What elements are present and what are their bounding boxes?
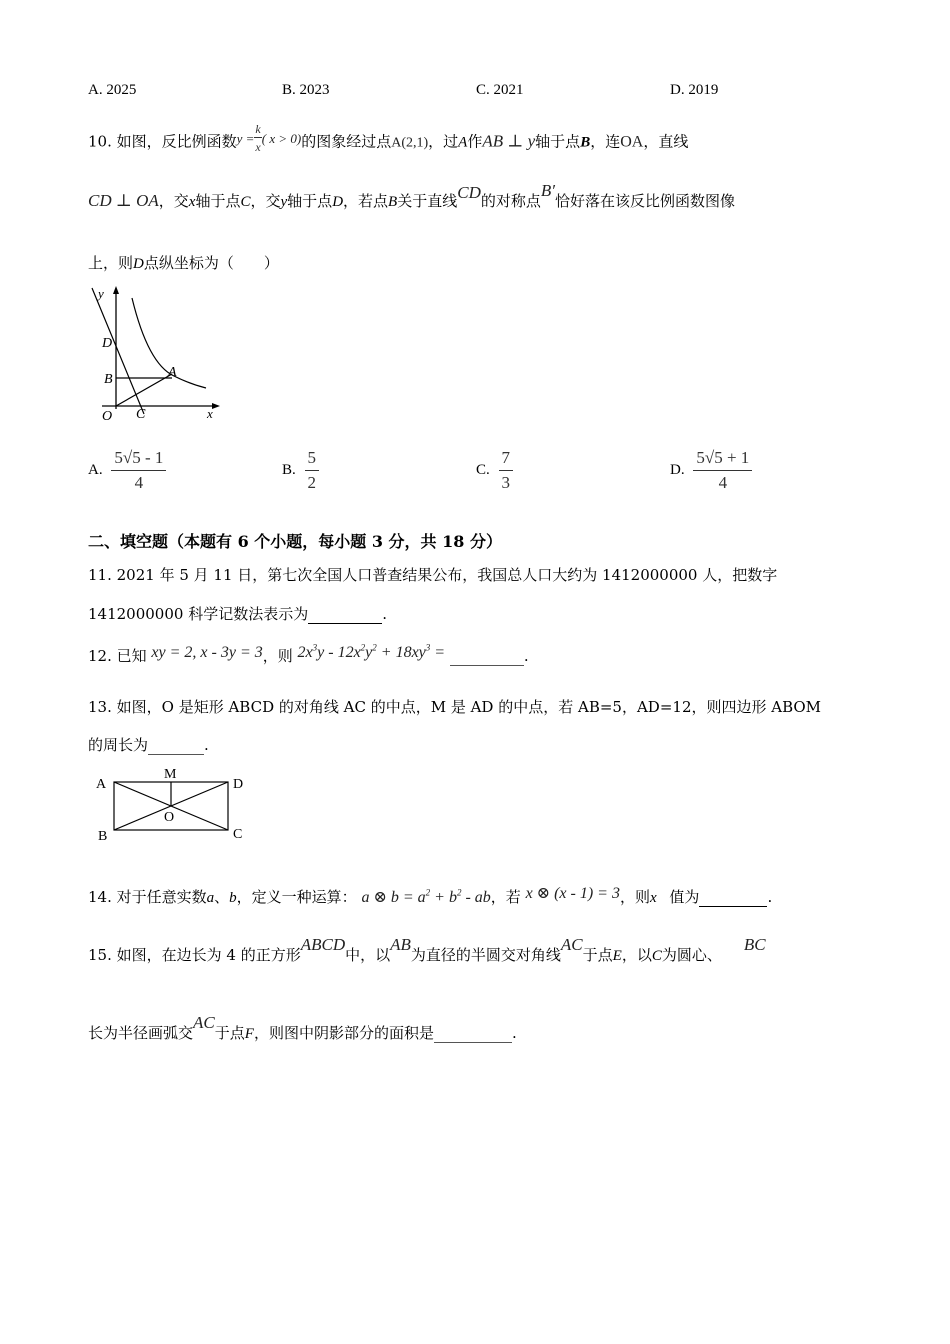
q14-line: 14. 对于任意实数a、b，定义一种运算： a ⊗ $b = a^2 + b^2$ - ab，若 x ⊗ (x - 1) = 3，则x 值为 . [88, 885, 773, 906]
label-y: y [98, 286, 104, 301]
q14-equation: x ⊗ (x - 1) = 3 [525, 885, 620, 902]
label-x: x [207, 406, 213, 421]
q14-operation-definition: a ⊗ $b = a^2 + b^2$ - ab [361, 887, 491, 906]
q12-given-expression: xy = 2, x - 3y = 3 [151, 644, 263, 661]
q10-figure [88, 284, 228, 426]
q15-line1: 15. 如图，在边长为 4 的正方形ABCD中，以AB为直径的半圆交对角线AC于点E，以C为圆心、BC [88, 935, 766, 964]
label-d: D [102, 336, 113, 351]
label-o: O [102, 409, 113, 424]
option-a: A. 2025 [88, 82, 137, 98]
line-oa [116, 374, 172, 406]
section-title: 二、填空题（本题有 6 个小题，每小题 3 分，共 18 分） [88, 532, 502, 551]
label-b: B [104, 372, 113, 387]
q10-line1: 10. 如图，反比例函数y = $\frac{k}{x}$ ( x > 0)的图象经过点A(2,1)，过A作AB ⊥ y轴于点B，连OA，直线 [88, 122, 689, 154]
label-a: A [96, 777, 107, 792]
q11-line2: 1412000000 科学记数法表示为 . [88, 605, 387, 623]
q12-line: 12. 已知 xy = 2, x - 3y = 3，则 $2x^3y - 12x^2y^2 + 18xy^3$ = . [88, 642, 529, 665]
q12-target-expression: $2x^3y - 12x^2y^2 + 18xy^3$ = [297, 642, 446, 661]
option-c: C. 2021 [476, 82, 524, 98]
label-b: B [98, 829, 108, 844]
label-m: M [164, 767, 177, 782]
q13-line2: 的周长为 . [88, 736, 209, 754]
option-b: B. 2023 [282, 82, 330, 98]
q10-option-d: D. $\frac{5√5 + 1}{4}$ [670, 448, 752, 493]
q13-line1: 13. 如图，O 是矩形 ABCD 的对角线 AC 的中点，M 是 AD 的中点，若 AB=5，AD=12，则四边形 ABOM [88, 698, 822, 716]
q10-option-c: C. $\frac{7}{3}$ [476, 448, 513, 493]
q13-figure [92, 764, 252, 846]
q10-line3: 上，则D点纵坐标为（ ） [88, 254, 279, 272]
label-d: D [233, 777, 244, 792]
q10-line2: CD ⊥ OA，交x轴于点C，交y轴于点D，若点B关于直线CD的对称点B′恰好落在该反比例函数图像 [88, 181, 735, 210]
label-o: O [164, 810, 175, 825]
q15-line2: 长为半径画弧交AC于点F，则图中阴影部分的面积是 . [88, 1013, 517, 1042]
q10-option-b: B. $\frac{5}{2}$ [282, 448, 319, 493]
q11-line1: 11. 2021 年 5 月 11 日，第七次全国人口普查结果公布，我国总人口大约为 1412000000 人，把数字 [88, 566, 778, 584]
label-c: C [136, 407, 146, 422]
label-a: A [168, 365, 177, 380]
option-d: D. 2019 [670, 82, 719, 98]
q10-option-a: A. $\frac{5√5 - 1}{4}$ [88, 448, 166, 493]
label-c: C [233, 827, 243, 842]
